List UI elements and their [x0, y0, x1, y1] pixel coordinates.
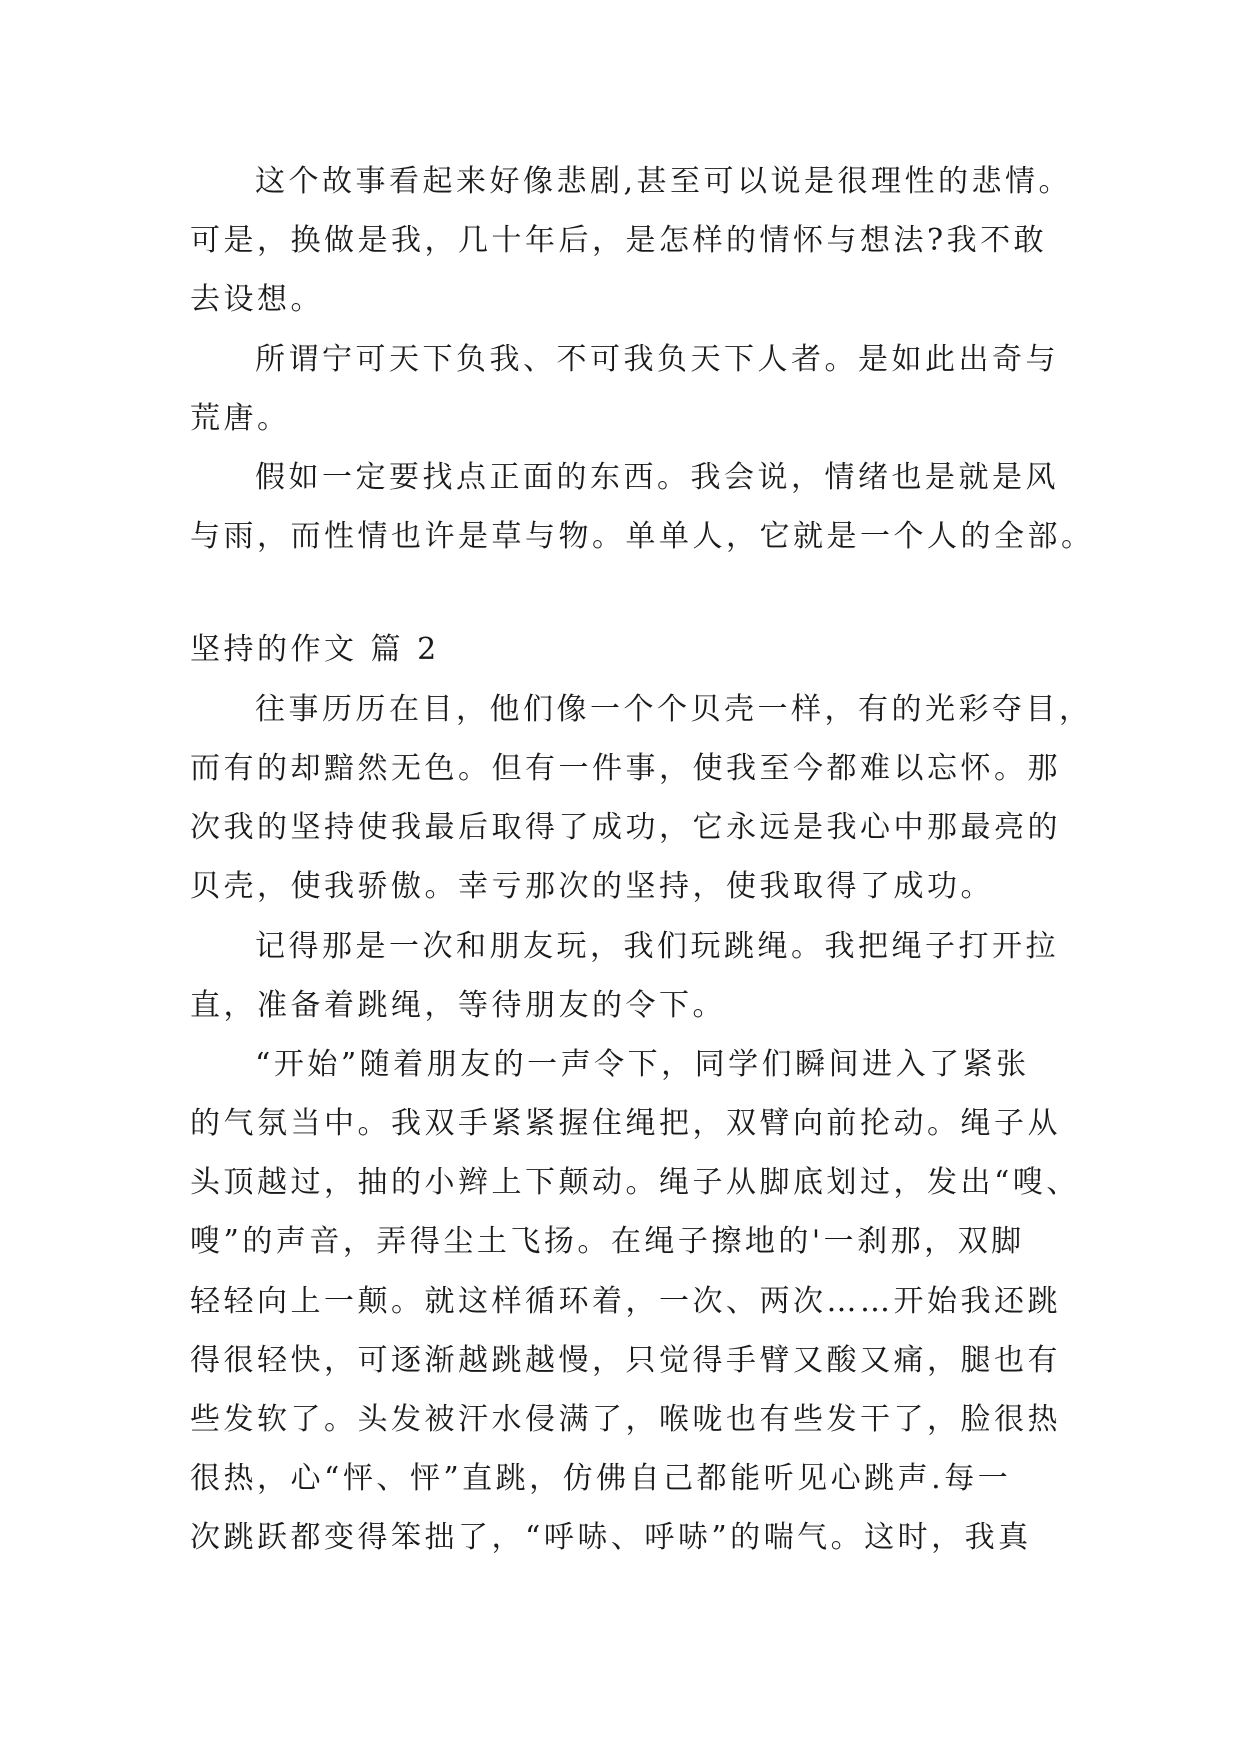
text-line: 头顶越过，抽的小辫上下颠动。绳子从脚底划过，发出“嗖、	[190, 1165, 1080, 1200]
text-line: 些发软了。头发被汗水侵满了，喉咙也有些发干了，脸很热	[190, 1402, 1061, 1437]
text-line: 可是，换做是我，几十年后，是怎样的情怀与想法?我不敢	[190, 223, 1048, 258]
text-line: 的气氛当中。我双手紧紧握住绳把，双臂向前抡动。绳子从	[190, 1106, 1061, 1141]
text-line: 这个故事看起来好像悲剧,甚至可以说是很理性的悲情。	[255, 164, 1073, 199]
text-line: 往事历历在目，他们像一个个贝壳一样，有的光彩夺目，	[255, 692, 1093, 727]
text-line: “开始”随着朋友的一声令下，同学们瞬间进入了紧张	[255, 1047, 1030, 1082]
text-line: 得很轻快，可逐渐越跳越慢，只觉得手臂又酸又痛，腿也有	[190, 1343, 1061, 1378]
section-heading: 坚持的作文 篇 2	[190, 632, 440, 667]
text-line: 去设想。	[190, 282, 324, 317]
text-line: 次跳跃都变得笨拙了，“呼哧、呼哧”的喘气。这时，我真	[190, 1520, 1032, 1555]
text-line: 贝壳，使我骄傲。幸亏那次的坚持，使我取得了成功。	[190, 869, 994, 904]
text-line: 记得那是一次和朋友玩，我们玩跳绳。我把绳子打开拉	[255, 929, 1059, 964]
text-line: 次我的坚持使我最后取得了成功，它永远是我心中那最亮的	[190, 810, 1061, 845]
text-line: 荒唐。	[190, 401, 291, 436]
text-line: 假如一定要找点正面的东西。我会说，情绪也是就是风	[255, 460, 1059, 495]
text-line: 直，准备着跳绳，等待朋友的令下。	[190, 988, 726, 1023]
text-line: 而有的却黯然无色。但有一件事，使我至今都难以忘怀。那	[190, 751, 1061, 786]
text-line: 与雨，而性情也许是草与物。单单人，它就是一个人的全部。	[190, 519, 1095, 554]
text-line: 轻轻向上一颠。就这样循环着，一次、两次……开始我还跳	[190, 1284, 1061, 1319]
text-line: 很热，心“怦、怦”直跳，仿佛自己都能听见心跳声.每一	[190, 1461, 1012, 1496]
text-line: 所谓宁可天下负我、不可我负天下人者。是如此出奇与	[255, 342, 1059, 377]
text-line: 嗖”的声音，弄得尘土飞扬。在绳子擦地的'一刹那，双脚	[190, 1224, 1025, 1259]
